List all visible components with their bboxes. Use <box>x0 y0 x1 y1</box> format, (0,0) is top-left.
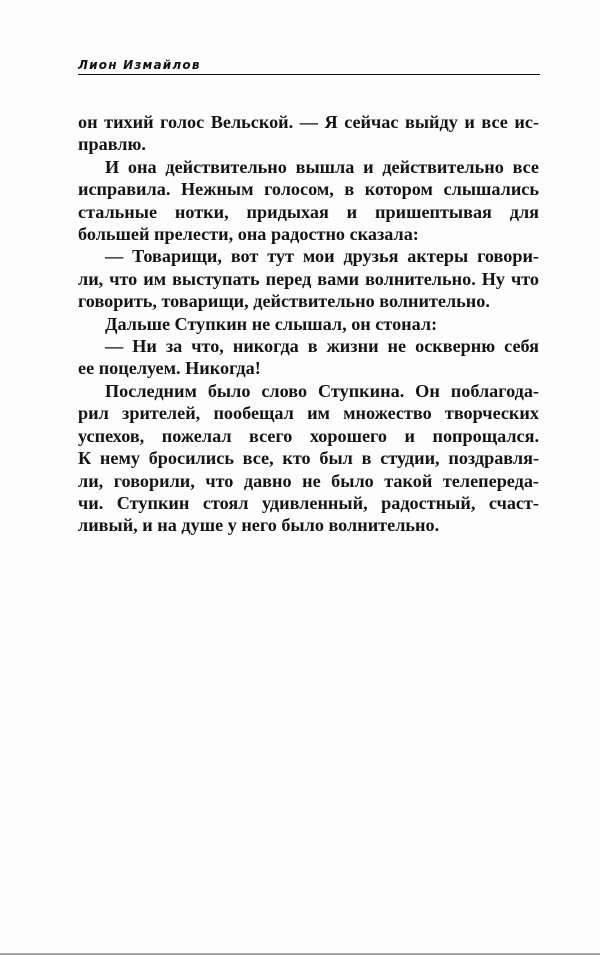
text-line: И она действительно вышла и действительно все <box>105 156 539 177</box>
text-line: Дальше Ступкин не слышал, он стонал: <box>105 313 438 334</box>
text-line: он тихий голос Вельской. — Я сейчас выйду и все ис- <box>78 112 539 132</box>
text-line: говорить, товарищи, действительно волнительно. <box>78 291 490 312</box>
text-line: успехов, пожелал всего хорошего и попрощался. <box>78 425 539 446</box>
text-line: исправила. Нежным голосом, в котором слышались <box>78 179 539 200</box>
text-line: ливый, и на душе у него было волнительно. <box>78 515 440 536</box>
text-line: чи. Ступкин стоял удивленный, радостный, счаст- <box>78 492 539 513</box>
text-line: К нему бросились все, кто был в студии, поздравля- <box>78 448 539 469</box>
text-line: правлю. <box>78 134 146 155</box>
text-line: ли, говорили, что давно не было такой телепереда- <box>78 470 539 491</box>
body-text <box>78 111 539 537</box>
text-line: большей прелести, она радостно сказала: <box>78 224 419 245</box>
text-line: ее поцелуем. Никогда! <box>78 358 261 379</box>
text-line: Последним было слово Ступкина. Он поблагода- <box>105 380 539 401</box>
text-line: — Товарищи, вот тут мои друзья актеры говори- <box>105 246 539 267</box>
text-line: — Ни за что, никогда в жизни не оскверню себя <box>105 336 539 357</box>
running-head <box>78 56 540 75</box>
author-name: Лион Измайлов <box>78 58 201 72</box>
text-line: стальные нотки, придыхая и пришептывая для <box>78 201 539 222</box>
text-line: ли, что им выступать перед вами волнительно. Ну что <box>78 268 539 289</box>
text-line: рил зрителей, пообещал им множество творческих <box>78 403 539 424</box>
